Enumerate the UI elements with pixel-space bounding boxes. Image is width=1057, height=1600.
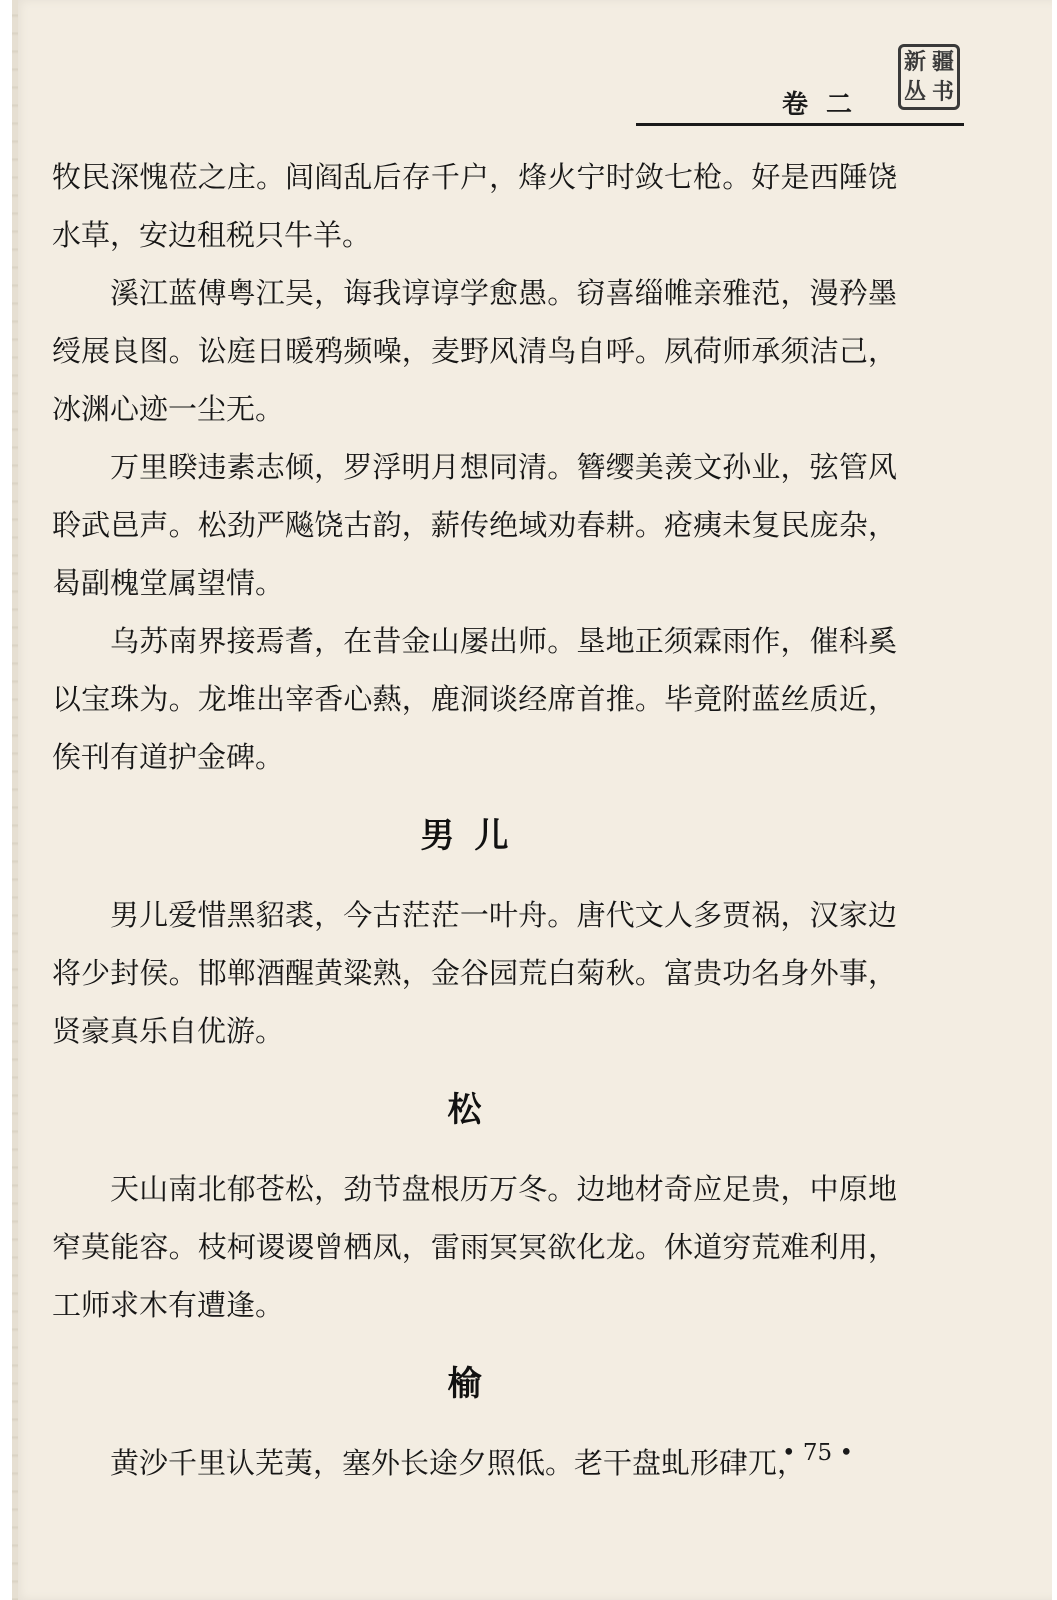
- poem-paragraph: 乌苏南界接焉耆，在昔金山屡出师。垦地正须霖雨作，催科奚以宝珠为。龙堆出宰香心爇，鹿洞谈经席首推。毕竟附蓝丝质近，俟刊有道护金碑。: [52, 624, 897, 774]
- section-header: 卷二: [782, 90, 871, 120]
- poem-paragraph: 万里睽违素志倾，罗浮明月想同清。簪缨美羡文孙业，弦管风聆武邑声。松劲严飚饶古韵，薪传绝域劝春耕。疮痍未复民庞杂，曷副槐堂属望情。: [52, 450, 897, 600]
- seal-char: 丛: [903, 79, 926, 105]
- poem-title-yu: 榆: [447, 1364, 502, 1404]
- poem-paragraph: 天山南北郁苍松，劲节盘根历万冬。边地材奇应足贵，中原地窄莫能容。枝柯谡谡曾栖凤，雷雨冥冥欲化龙。休道穷荒难利用，工师求木有遭逢。: [52, 1172, 897, 1322]
- poem-title-song: 松: [447, 1090, 502, 1130]
- page-edge: [12, 0, 18, 1600]
- poem-paragraph: 溪江蓝傅粤江吴，诲我谆谆学愈愚。窃喜缁帷亲雅范，漫矜墨绶展良图。讼庭日暖鸦频噪，麦野风清鸟自呼。夙荷师承须洁己，冰渊心迹一尘无。: [52, 276, 897, 426]
- header-rule: [636, 123, 964, 126]
- seal-char: 疆: [931, 49, 954, 75]
- poem-paragraph: 男儿爱惜黑貂裘，今古茫茫一叶舟。唐代文人多贾祸，汉家边将少封侯。邯郸酒醒黄粱熟，金谷园荒白菊秋。富贵功名身外事，贤豪真乐自优游。: [52, 898, 897, 1048]
- page-number: • 75 •: [782, 1440, 854, 1466]
- poem-paragraph: 黄沙千里认芜荑，塞外长途夕照低。老干盘虬形硉兀，: [110, 1446, 807, 1480]
- poem-paragraph: 牧民深愧莅之庄。闾阎乱后存千户，烽火宁时敛七枪。好是西陲饶水草，安边租税只牛羊。: [52, 160, 897, 252]
- seal-char: 书: [931, 79, 954, 105]
- book-page: [12, 0, 1052, 1600]
- page-content: [52, 148, 897, 1492]
- seal-stamp: [898, 44, 960, 110]
- seal-char: 新: [903, 49, 926, 75]
- poem-title-nan-er: 男儿: [420, 816, 529, 856]
